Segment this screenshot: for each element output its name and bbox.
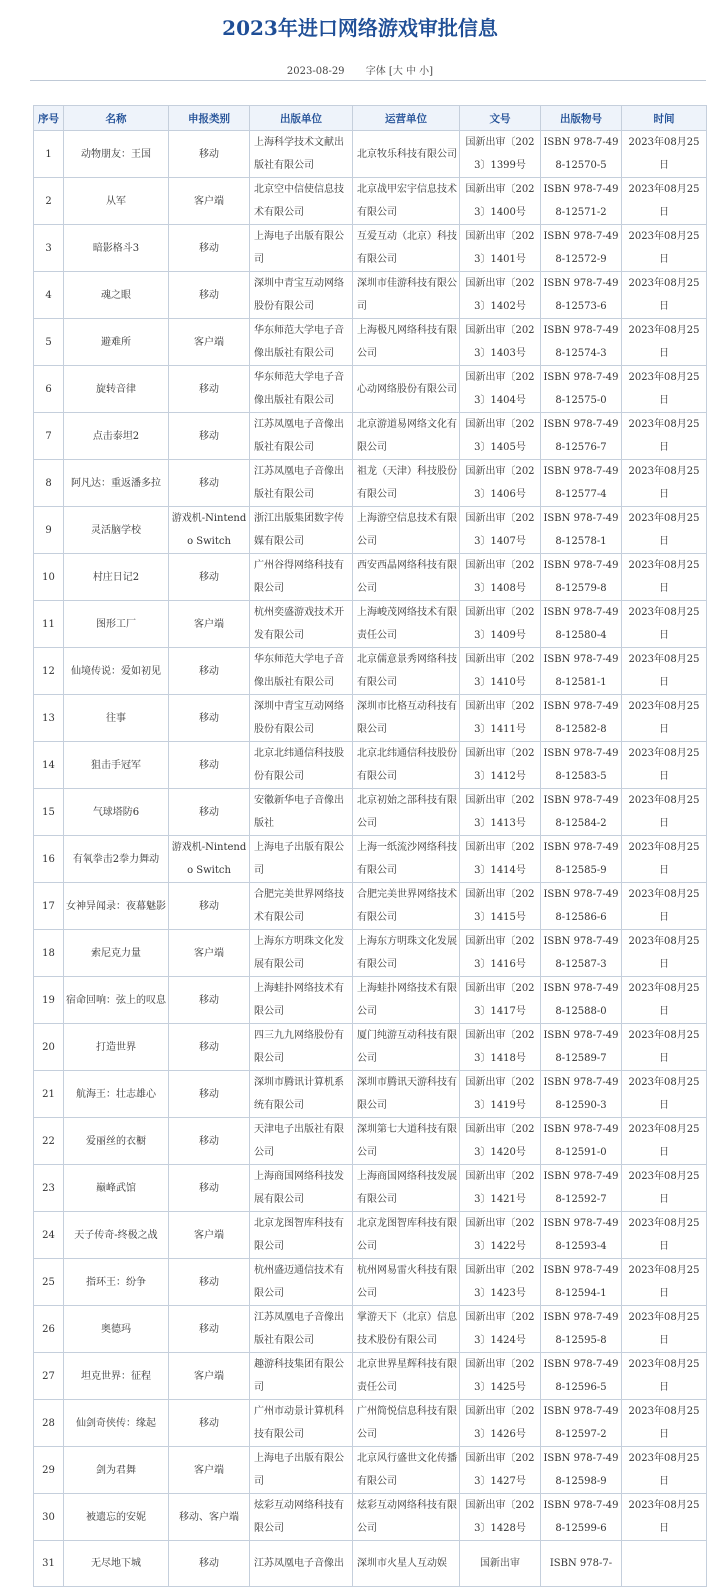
table-row bbox=[34, 742, 707, 789]
operator: 上海峻茂网络技术有限责任公司 bbox=[353, 601, 460, 648]
row-index: 2 bbox=[34, 178, 64, 225]
row-index: 20 bbox=[34, 1024, 64, 1071]
publisher: 安徽新华电子音像出版社 bbox=[250, 789, 353, 836]
approval-number: 国新出审〔2023〕1410号 bbox=[460, 648, 541, 695]
category: 移动 bbox=[169, 648, 250, 695]
approval-number: 国新出审〔2023〕1421号 bbox=[460, 1165, 541, 1212]
approval-number: 国新出审〔2023〕1418号 bbox=[460, 1024, 541, 1071]
isbn: ISBN 978-7-498-12570-5 bbox=[541, 131, 622, 178]
isbn: ISBN 978-7-498-12597-2 bbox=[541, 1400, 622, 1447]
game-name: 灵活脑学校 bbox=[64, 507, 169, 554]
table-row bbox=[34, 319, 707, 366]
publish-date: 2023-08-29 bbox=[286, 66, 345, 77]
publisher: 炫彩互动网络科技有限公司 bbox=[250, 1494, 353, 1541]
isbn: ISBN 978-7-498-12571-2 bbox=[541, 178, 622, 225]
approval-number: 国新出审〔2023〕1428号 bbox=[460, 1494, 541, 1541]
game-name: 狙击手冠军 bbox=[64, 742, 169, 789]
operator: 厦门纯游互动科技有限公司 bbox=[353, 1024, 460, 1071]
row-index: 26 bbox=[34, 1306, 64, 1353]
approval-date: 2023年08月25日 bbox=[622, 272, 707, 319]
publisher: 华东师范大学电子音像出版社有限公司 bbox=[250, 319, 353, 366]
row-index: 4 bbox=[34, 272, 64, 319]
publisher: 深圳中青宝互动网络股份有限公司 bbox=[250, 272, 353, 319]
table-row bbox=[34, 1071, 707, 1118]
game-name: 无尽地下城 bbox=[64, 1541, 169, 1587]
publisher: 上海商国网络科技发展有限公司 bbox=[250, 1165, 353, 1212]
category: 移动 bbox=[169, 695, 250, 742]
category: 移动 bbox=[169, 1024, 250, 1071]
operator: 北京儒意景秀网络科技有限公司 bbox=[353, 648, 460, 695]
table-row bbox=[34, 1212, 707, 1259]
approval-number: 国新出审〔2023〕1422号 bbox=[460, 1212, 541, 1259]
row-index: 12 bbox=[34, 648, 64, 695]
approval-number: 国新出审〔2023〕1411号 bbox=[460, 695, 541, 742]
row-index: 27 bbox=[34, 1353, 64, 1400]
row-index: 19 bbox=[34, 977, 64, 1024]
operator: 北京初始之部科技有限公司 bbox=[353, 789, 460, 836]
row-index: 22 bbox=[34, 1118, 64, 1165]
category: 移动 bbox=[169, 366, 250, 413]
table-row bbox=[34, 789, 707, 836]
publisher: 上海电子出版有限公司 bbox=[250, 1447, 353, 1494]
approval-date: 2023年08月25日 bbox=[622, 131, 707, 178]
publisher: 深圳市腾讯计算机系统有限公司 bbox=[250, 1071, 353, 1118]
isbn: ISBN 978-7-498-12599-6 bbox=[541, 1494, 622, 1541]
approval-number: 国新出审〔2023〕1426号 bbox=[460, 1400, 541, 1447]
approval-number: 国新出审〔2023〕1419号 bbox=[460, 1071, 541, 1118]
publisher: 江苏凤凰电子音像出版社有限公司 bbox=[250, 413, 353, 460]
row-index: 5 bbox=[34, 319, 64, 366]
game-name: 航海王：壮志雄心 bbox=[64, 1071, 169, 1118]
game-name: 被遗忘的安妮 bbox=[64, 1494, 169, 1541]
publisher: 天津电子出版社有限公司 bbox=[250, 1118, 353, 1165]
approval-date: 2023年08月25日 bbox=[622, 1212, 707, 1259]
row-index: 10 bbox=[34, 554, 64, 601]
isbn: ISBN 978-7-498-12587-3 bbox=[541, 930, 622, 977]
approval-date: 2023年08月25日 bbox=[622, 930, 707, 977]
approval-date: 2023年08月25日 bbox=[622, 836, 707, 883]
approval-date: 2023年08月25日 bbox=[622, 883, 707, 930]
font-size-label: 字体 bbox=[365, 66, 386, 77]
isbn: ISBN 978-7-498-12573-6 bbox=[541, 272, 622, 319]
approval-date: 2023年08月25日 bbox=[622, 1494, 707, 1541]
category: 移动 bbox=[169, 131, 250, 178]
approval-date: 2023年08月25日 bbox=[622, 460, 707, 507]
category: 移动 bbox=[169, 554, 250, 601]
category: 移动 bbox=[169, 1541, 250, 1587]
approval-number: 国新出审〔2023〕1423号 bbox=[460, 1259, 541, 1306]
approval-number: 国新出审〔2023〕1409号 bbox=[460, 601, 541, 648]
column-header: 出版物号 bbox=[541, 106, 622, 131]
game-name: 女神异闻录：夜幕魅影 bbox=[64, 883, 169, 930]
operator: 掌游天下（北京）信息技术股份有限公司 bbox=[353, 1306, 460, 1353]
game-name: 阿凡达：重返潘多拉 bbox=[64, 460, 169, 507]
table-row bbox=[34, 413, 707, 460]
row-index: 14 bbox=[34, 742, 64, 789]
table-body bbox=[34, 131, 707, 1587]
table-row bbox=[34, 225, 707, 272]
row-index: 28 bbox=[34, 1400, 64, 1447]
operator: 北京北纬通信科技股份有限公司 bbox=[353, 742, 460, 789]
title-divider bbox=[30, 80, 706, 81]
approval-date: 2023年08月25日 bbox=[622, 1165, 707, 1212]
approval-number: 国新出审〔2023〕1412号 bbox=[460, 742, 541, 789]
game-name: 天子传奇-终极之战 bbox=[64, 1212, 169, 1259]
game-name: 爱丽丝的衣橱 bbox=[64, 1118, 169, 1165]
table-row bbox=[34, 1400, 707, 1447]
operator: 北京牧乐科技有限公司 bbox=[353, 131, 460, 178]
isbn: ISBN 978-7-498-12574-3 bbox=[541, 319, 622, 366]
category: 移动 bbox=[169, 1071, 250, 1118]
publisher: 上海科学技术文献出版社有限公司 bbox=[250, 131, 353, 178]
column-header: 文号 bbox=[460, 106, 541, 131]
approval-date: 2023年08月25日 bbox=[622, 742, 707, 789]
operator: 广州简悦信息科技有限公司 bbox=[353, 1400, 460, 1447]
operator: 心动网络股份有限公司 bbox=[353, 366, 460, 413]
isbn: ISBN 978-7-498-12576-7 bbox=[541, 413, 622, 460]
table-row bbox=[34, 648, 707, 695]
approval-date: 2023年08月25日 bbox=[622, 413, 707, 460]
approval-number: 国新出审〔2023〕1415号 bbox=[460, 883, 541, 930]
publisher: 上海电子出版有限公司 bbox=[250, 836, 353, 883]
approval-date: 2023年08月25日 bbox=[622, 1447, 707, 1494]
table-row bbox=[34, 1118, 707, 1165]
game-name: 魂之眼 bbox=[64, 272, 169, 319]
row-index: 18 bbox=[34, 930, 64, 977]
page-title: 2023年进口网络游戏审批信息 bbox=[222, 16, 498, 40]
publisher: 浙江出版集团数字传媒有限公司 bbox=[250, 507, 353, 554]
operator: 深圳市腾讯天游科技有限公司 bbox=[353, 1071, 460, 1118]
isbn: ISBN 978-7-498-12582-8 bbox=[541, 695, 622, 742]
table-row bbox=[34, 1024, 707, 1071]
category: 移动 bbox=[169, 460, 250, 507]
publisher: 趣游科技集团有限公司 bbox=[250, 1353, 353, 1400]
approval-date: 2023年08月25日 bbox=[622, 1400, 707, 1447]
game-name: 从军 bbox=[64, 178, 169, 225]
category: 移动 bbox=[169, 789, 250, 836]
publisher: 深圳中青宝互动网络股份有限公司 bbox=[250, 695, 353, 742]
approval-date: 2023年08月25日 bbox=[622, 1259, 707, 1306]
game-name: 仙剑奇侠传：缘起 bbox=[64, 1400, 169, 1447]
approval-date: 2023年08月25日 bbox=[622, 648, 707, 695]
publisher: 上海东方明珠文化发展有限公司 bbox=[250, 930, 353, 977]
category: 移动 bbox=[169, 413, 250, 460]
approval-number: 国新出审〔2023〕1417号 bbox=[460, 977, 541, 1024]
approval-number: 国新出审 bbox=[460, 1541, 541, 1587]
game-name: 剑为君舞 bbox=[64, 1447, 169, 1494]
isbn: ISBN 978-7-498-12590-3 bbox=[541, 1071, 622, 1118]
font-size-switcher[interactable]: [大 中 小] bbox=[388, 66, 434, 77]
operator: 合肥完美世界网络技术有限公司 bbox=[353, 883, 460, 930]
table-row bbox=[34, 883, 707, 930]
operator: 炫彩互动网络科技有限公司 bbox=[353, 1494, 460, 1541]
approval-number: 国新出审〔2023〕1403号 bbox=[460, 319, 541, 366]
category: 移动 bbox=[169, 1259, 250, 1306]
approval-number: 国新出审〔2023〕1416号 bbox=[460, 930, 541, 977]
row-index: 6 bbox=[34, 366, 64, 413]
operator: 北京风行盛世文化传播有限公司 bbox=[353, 1447, 460, 1494]
operator: 深圳市佳游科技有限公司 bbox=[353, 272, 460, 319]
table-row bbox=[34, 1541, 707, 1587]
isbn: ISBN 978-7-498-12579-8 bbox=[541, 554, 622, 601]
isbn: ISBN 978-7-498-12592-7 bbox=[541, 1165, 622, 1212]
category: 移动 bbox=[169, 272, 250, 319]
row-index: 21 bbox=[34, 1071, 64, 1118]
game-name: 打造世界 bbox=[64, 1024, 169, 1071]
operator: 西安西晶网络科技有限公司 bbox=[353, 554, 460, 601]
approval-number: 国新出审〔2023〕1400号 bbox=[460, 178, 541, 225]
isbn: ISBN 978-7-498-12575-0 bbox=[541, 366, 622, 413]
approval-number: 国新出审〔2023〕1414号 bbox=[460, 836, 541, 883]
approval-date bbox=[622, 1541, 707, 1587]
category: 移动 bbox=[169, 1165, 250, 1212]
approval-date: 2023年08月25日 bbox=[622, 1118, 707, 1165]
approval-table bbox=[33, 105, 707, 1587]
category: 游戏机-Nintendo Switch bbox=[169, 836, 250, 883]
approval-number: 国新出审〔2023〕1399号 bbox=[460, 131, 541, 178]
approval-number: 国新出审〔2023〕1425号 bbox=[460, 1353, 541, 1400]
operator: 北京战甲宏宇信息技术有限公司 bbox=[353, 178, 460, 225]
game-name: 巅峰武馆 bbox=[64, 1165, 169, 1212]
approval-date: 2023年08月25日 bbox=[622, 178, 707, 225]
table-row bbox=[34, 1447, 707, 1494]
game-name: 旋转音律 bbox=[64, 366, 169, 413]
row-index: 23 bbox=[34, 1165, 64, 1212]
row-index: 30 bbox=[34, 1494, 64, 1541]
game-name: 暗影格斗3 bbox=[64, 225, 169, 272]
category: 客户端 bbox=[169, 1353, 250, 1400]
operator: 杭州网易雷火科技有限公司 bbox=[353, 1259, 460, 1306]
row-index: 15 bbox=[34, 789, 64, 836]
isbn: ISBN 978-7-498-12577-4 bbox=[541, 460, 622, 507]
table-row bbox=[34, 836, 707, 883]
approval-date: 2023年08月25日 bbox=[622, 366, 707, 413]
operator: 上海蛙扑网络技术有限公司 bbox=[353, 977, 460, 1024]
approval-number: 国新出审〔2023〕1407号 bbox=[460, 507, 541, 554]
publisher: 北京龙图智库科技有限公司 bbox=[250, 1212, 353, 1259]
game-name: 仙境传说：爱如初见 bbox=[64, 648, 169, 695]
approval-number: 国新出审〔2023〕1401号 bbox=[460, 225, 541, 272]
row-index: 11 bbox=[34, 601, 64, 648]
isbn: ISBN 978-7-498-12596-5 bbox=[541, 1353, 622, 1400]
publisher: 北京空中信使信息技术有限公司 bbox=[250, 178, 353, 225]
approval-number: 国新出审〔2023〕1406号 bbox=[460, 460, 541, 507]
table-row bbox=[34, 366, 707, 413]
operator: 上海游空信息技术有限公司 bbox=[353, 507, 460, 554]
approval-date: 2023年08月25日 bbox=[622, 225, 707, 272]
isbn: ISBN 978-7-498-12598-9 bbox=[541, 1447, 622, 1494]
publisher: 华东师范大学电子音像出版社有限公司 bbox=[250, 366, 353, 413]
row-index: 3 bbox=[34, 225, 64, 272]
row-index: 24 bbox=[34, 1212, 64, 1259]
game-name: 图形工厂 bbox=[64, 601, 169, 648]
approval-number: 国新出审〔2023〕1408号 bbox=[460, 554, 541, 601]
game-name: 指环王：纷争 bbox=[64, 1259, 169, 1306]
row-index: 29 bbox=[34, 1447, 64, 1494]
isbn: ISBN 978-7-498-12591-0 bbox=[541, 1118, 622, 1165]
category: 客户端 bbox=[169, 319, 250, 366]
publisher: 广州市动景计算机科技有限公司 bbox=[250, 1400, 353, 1447]
row-index: 31 bbox=[34, 1541, 64, 1587]
approval-number: 国新出审〔2023〕1413号 bbox=[460, 789, 541, 836]
approval-number: 国新出审〔2023〕1404号 bbox=[460, 366, 541, 413]
game-name: 索尼克力量 bbox=[64, 930, 169, 977]
publisher: 华东师范大学电子音像出版社有限公司 bbox=[250, 648, 353, 695]
category: 客户端 bbox=[169, 1447, 250, 1494]
table-row bbox=[34, 977, 707, 1024]
isbn: ISBN 978-7- bbox=[541, 1541, 622, 1587]
category: 移动 bbox=[169, 1306, 250, 1353]
table-row bbox=[34, 507, 707, 554]
approval-date: 2023年08月25日 bbox=[622, 319, 707, 366]
operator: 上海极凡网络科技有限公司 bbox=[353, 319, 460, 366]
approval-date: 2023年08月25日 bbox=[622, 601, 707, 648]
approval-date: 2023年08月25日 bbox=[622, 695, 707, 742]
operator: 上海商国网络科技发展有限公司 bbox=[353, 1165, 460, 1212]
approval-number: 国新出审〔2023〕1405号 bbox=[460, 413, 541, 460]
category: 客户端 bbox=[169, 1212, 250, 1259]
publisher: 北京北纬通信科技股份有限公司 bbox=[250, 742, 353, 789]
table-row bbox=[34, 1165, 707, 1212]
operator: 上海一纸流沙网络科技有限公司 bbox=[353, 836, 460, 883]
publisher: 上海蛙扑网络技术有限公司 bbox=[250, 977, 353, 1024]
game-name: 气球塔防6 bbox=[64, 789, 169, 836]
table-row bbox=[34, 1306, 707, 1353]
table-row bbox=[34, 131, 707, 178]
approval-date: 2023年08月25日 bbox=[622, 977, 707, 1024]
approval-date: 2023年08月25日 bbox=[622, 507, 707, 554]
game-name: 点击泰坦2 bbox=[64, 413, 169, 460]
isbn: ISBN 978-7-498-12589-7 bbox=[541, 1024, 622, 1071]
table-row bbox=[34, 695, 707, 742]
publisher: 合肥完美世界网络技术有限公司 bbox=[250, 883, 353, 930]
table-row bbox=[34, 272, 707, 319]
approval-date: 2023年08月25日 bbox=[622, 1071, 707, 1118]
publisher: 江苏凤凰电子音像出版社有限公司 bbox=[250, 1306, 353, 1353]
isbn: ISBN 978-7-498-12578-1 bbox=[541, 507, 622, 554]
approval-date: 2023年08月25日 bbox=[622, 1353, 707, 1400]
game-name: 坦克世界：征程 bbox=[64, 1353, 169, 1400]
isbn: ISBN 978-7-498-12588-0 bbox=[541, 977, 622, 1024]
operator: 互爱互动（北京）科技有限公司 bbox=[353, 225, 460, 272]
game-name: 动物朋友：王国 bbox=[64, 131, 169, 178]
table-header-row bbox=[34, 106, 707, 131]
row-index: 9 bbox=[34, 507, 64, 554]
approval-date: 2023年08月25日 bbox=[622, 789, 707, 836]
game-name: 有氧拳击2拳力舞动 bbox=[64, 836, 169, 883]
table-row bbox=[34, 178, 707, 225]
category: 移动、客户端 bbox=[169, 1494, 250, 1541]
approval-number: 国新出审〔2023〕1427号 bbox=[460, 1447, 541, 1494]
category: 移动 bbox=[169, 1118, 250, 1165]
approval-number: 国新出审〔2023〕1424号 bbox=[460, 1306, 541, 1353]
column-header: 序号 bbox=[34, 106, 64, 131]
column-header: 运营单位 bbox=[353, 106, 460, 131]
table-row bbox=[34, 930, 707, 977]
game-name: 村庄日记2 bbox=[64, 554, 169, 601]
row-index: 17 bbox=[34, 883, 64, 930]
category: 移动 bbox=[169, 1400, 250, 1447]
category: 移动 bbox=[169, 225, 250, 272]
operator: 上海东方明珠文化发展有限公司 bbox=[353, 930, 460, 977]
isbn: ISBN 978-7-498-12593-4 bbox=[541, 1212, 622, 1259]
approval-date: 2023年08月25日 bbox=[622, 554, 707, 601]
table-row bbox=[34, 601, 707, 648]
isbn: ISBN 978-7-498-12595-8 bbox=[541, 1306, 622, 1353]
publisher: 江苏凤凰电子音像出版社有限公司 bbox=[250, 460, 353, 507]
publisher: 上海电子出版有限公司 bbox=[250, 225, 353, 272]
category: 移动 bbox=[169, 742, 250, 789]
game-name: 避难所 bbox=[64, 319, 169, 366]
isbn: ISBN 978-7-498-12572-9 bbox=[541, 225, 622, 272]
category: 移动 bbox=[169, 977, 250, 1024]
game-name: 奥德玛 bbox=[64, 1306, 169, 1353]
category: 客户端 bbox=[169, 178, 250, 225]
column-header: 名称 bbox=[64, 106, 169, 131]
row-index: 8 bbox=[34, 460, 64, 507]
category: 客户端 bbox=[169, 930, 250, 977]
operator: 祖龙（天津）科技股份有限公司 bbox=[353, 460, 460, 507]
row-index: 1 bbox=[34, 131, 64, 178]
column-header: 时间 bbox=[622, 106, 707, 131]
game-name: 往事 bbox=[64, 695, 169, 742]
publisher: 杭州盛迈通信技术有限公司 bbox=[250, 1259, 353, 1306]
publisher: 江苏凤凰电子音像出 bbox=[250, 1541, 353, 1587]
row-index: 16 bbox=[34, 836, 64, 883]
isbn: ISBN 978-7-498-12581-1 bbox=[541, 648, 622, 695]
row-index: 25 bbox=[34, 1259, 64, 1306]
operator: 北京世界星辉科技有限责任公司 bbox=[353, 1353, 460, 1400]
operator: 深圳市火星人互动娱 bbox=[353, 1541, 460, 1587]
category: 移动 bbox=[169, 883, 250, 930]
isbn: ISBN 978-7-498-12583-5 bbox=[541, 742, 622, 789]
table-row bbox=[34, 460, 707, 507]
publisher: 杭州奕盛游戏技术开发有限公司 bbox=[250, 601, 353, 648]
approval-date: 2023年08月25日 bbox=[622, 1306, 707, 1353]
publisher: 广州谷得网络科技有限公司 bbox=[250, 554, 353, 601]
operator: 北京游道易网络文化有限公司 bbox=[353, 413, 460, 460]
category: 客户端 bbox=[169, 601, 250, 648]
approval-number: 国新出审〔2023〕1402号 bbox=[460, 272, 541, 319]
publisher: 四三九九网络股份有限公司 bbox=[250, 1024, 353, 1071]
column-header: 出版单位 bbox=[250, 106, 353, 131]
row-index: 13 bbox=[34, 695, 64, 742]
table-row bbox=[34, 1494, 707, 1541]
isbn: ISBN 978-7-498-12584-2 bbox=[541, 789, 622, 836]
operator: 深圳市比格互动科技有限公司 bbox=[353, 695, 460, 742]
approval-number: 国新出审〔2023〕1420号 bbox=[460, 1118, 541, 1165]
table-row bbox=[34, 1353, 707, 1400]
isbn: ISBN 978-7-498-12586-6 bbox=[541, 883, 622, 930]
approval-date: 2023年08月25日 bbox=[622, 1024, 707, 1071]
isbn: ISBN 978-7-498-12594-1 bbox=[541, 1259, 622, 1306]
isbn: ISBN 978-7-498-12585-9 bbox=[541, 836, 622, 883]
isbn: ISBN 978-7-498-12580-4 bbox=[541, 601, 622, 648]
meta-bar bbox=[0, 62, 720, 77]
row-index: 7 bbox=[34, 413, 64, 460]
operator: 深圳第七大道科技有限公司 bbox=[353, 1118, 460, 1165]
category: 游戏机-Nintendo Switch bbox=[169, 507, 250, 554]
operator: 北京龙图智库科技有限公司 bbox=[353, 1212, 460, 1259]
table-row bbox=[34, 1259, 707, 1306]
table-row bbox=[34, 554, 707, 601]
game-name: 宿命回响：弦上的叹息 bbox=[64, 977, 169, 1024]
column-header: 申报类别 bbox=[169, 106, 250, 131]
